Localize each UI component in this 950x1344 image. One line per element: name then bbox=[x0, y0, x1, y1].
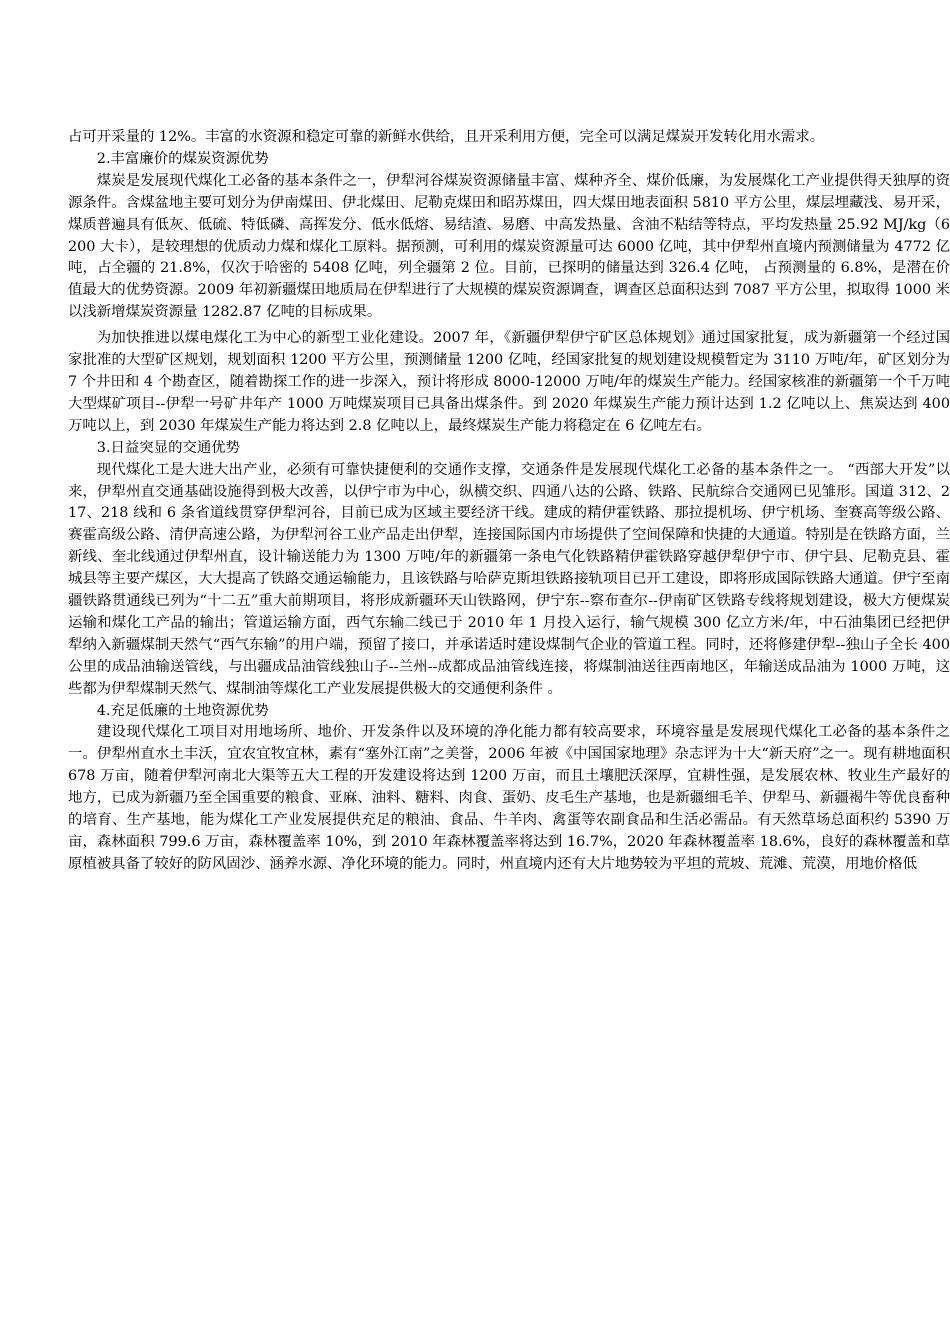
section-heading-transport: 3.日益突显的交通优势 bbox=[96, 439, 241, 456]
section-heading-coal-resources: 2.丰富廉价的煤炭资源优势 bbox=[96, 150, 269, 167]
paragraph-coal-resources: 煤炭是发展现代煤化工必备的基本条件之一，伊犁河谷煤炭资源储量丰富、煤种齐全、煤价低廉，为发展煤化工产业提供得天独厚的资源条件。含煤盆地主要可划分为伊南煤田、伊北煤田、尼勒克煤田和昭苏煤田，四大煤田地表面积 5810 平方公里，煤层埋藏浅、易开采，煤质普遍具有低灰、低硫、特低磷、高挥发分、低水低熔、易结渣、易磨、中高发热量、含油不粘结等特点，平均发热量 25.92 MJ/kg（6200 大卡），是较理想的优质动力煤和煤化工原料。据预测，可利用的煤炭资源量可达 6000 亿吨，其中伊犁州直境内预测储量为 4772 亿吨，占全疆的 21.8%，仅次于哈密的 5408 亿吨，列全疆第 2 位。目前，已探明的储量达到 326.4 亿吨， 占预测量的 6.8%，是潜在价值最大的优势资源。2009 年初新疆煤田地质局在伊犁进行了大规模的煤炭资源调查，调查区总面积达到 7087 平方公里，拟取得 1000 米以浅新增煤炭资源量 1282.87 亿吨的目标成果。 bbox=[68, 172, 950, 321]
paragraph-mining-plan: 为加快推进以煤电煤化工为中心的新型工业化建设。2007 年，《新疆伊犁伊宁矿区总体规划》通过国家批复，成为新疆第一个经过国家批准的大型矿区规划，规划面积 1200 平方公里，预测储量 1200 亿吨，经国家批复的规划建设规模暂定为 3110 万吨/年，矿区划分为 7 个井田和 4 个勘查区，随着勘探工作的进一步深入，预计将形成 8000-12000 万吨/年的煤炭生产能力。经国家核准的新疆第一个千万吨大型煤矿项目--伊犁一号矿井年产 1000 万吨煤炭项目已具备出煤条件。到 2020 年煤炭生产能力预计达到 1.2 亿吨以上、焦炭达到 400 万吨以上，到 2030 年煤炭生产能力将达到 2.8 亿吨以上，最终煤炭生产能力将稳定在 6 亿吨左右。 bbox=[68, 330, 950, 434]
paragraph-transport: 现代煤化工是大进大出产业，必须有可靠快捷便利的交通作支撑，交通条件是发展现代煤化工必备的基本条件之一。 “西部大开发”以来，伊犁州直交通基础设施得到极大改善，以伊宁市为中心，纵横交织、四通八达的公路、铁路、民航综合交通网已见雏形。国道 312、217、218 线和 6 条省道线贯穿伊犁河谷，目前已成为区域主要经济干线。建成的精伊霍铁路、那拉提机场、伊宁机场、奎赛高等级公路、赛霍高级公路、清伊高速公路，为伊犁河谷工业产品走出伊犁，连接国际国内市场提供了空间保障和快捷的大通道。特别是在铁路方面，兰新线、奎北线通过伊犁州直，设计输送能力为 1300 万吨/年的新疆第一条电气化铁路精伊霍铁路穿越伊犁伊宁市、伊宁县、尼勒克县、霍城县等主要产煤区，大大提高了铁路交通运输能力，且该铁路与哈萨克斯坦铁路接轨项目已开工建设，即将形成国际铁路大通道。伊宁至南疆铁路贯通线已列为“十二五”重大前期项目，将形成新疆环天山铁路网，伊宁东--察布查尔--伊南矿区铁路专线将规划建设，极大方便煤炭运输和煤化工产品的输出；管道运输方面，西气东输二线已于 2010 年 1 月投入运行，输气规模 300 亿立方米/年，中石油集团已经把伊犁纳入新疆煤制天然气“西气东输”的用户端，预留了接口，并承诺适时建设煤制气企业的管道工程。同时，还将修建伊犁--独山子全长 400 公里的成品油输送管线，与出疆成品油管线独山子--兰州--成都成品油管线连接，将煤制油送往西南地区，年输送成品油为 1000 万吨，这些都为伊犁煤制天然气、煤制油等煤化工产业发展提供极大的交通便利条件 。 bbox=[68, 461, 950, 697]
paragraph-land-resources: 建设现代煤化工项目对用地场所、地价、开发条件以及环境的净化能力都有较高要求，环境容量是发展现代煤化工必备的基本条件之一。伊犁州直水土丰沃，宜农宜牧宜林，素有“塞外江南”之美誉，2006 年被《中国国家地理》杂志评为十大“新天府”之一。现有耕地面积 678 万亩，随着伊犁河南北大渠等五大工程的开发建设将达到 1200 万亩，而且土壤肥沃深厚，宜耕性强，是发展农林、牧业生产最好的地方，已成为新疆乃至全国重要的粮食、亚麻、油料、糖料、肉食、蛋奶、皮毛生产基地，也是新疆细毛羊、伊犁马、新疆褐牛等优良畜种的培育、生产基地，能为煤化工产业发展提供充足的粮油、食品、牛羊肉、禽蛋等农副食品和生活必需品。有天然草场总面积约 5390 万亩，森林面积 799.6 万亩，森林覆盖率 10%，到 2010 年森林覆盖率将达到 16.7%，2020 年森林覆盖率 18.6%，良好的森林覆盖和草原植被具备了较好的防风固沙、涵养水源、净化环境的能力。同时，州直境内还有大片地势较为平坦的荒坡、荒滩、荒漠，用地价格低 bbox=[68, 724, 950, 872]
paragraph-water-supply: 占可开采量的 12%。丰富的水资源和稳定可靠的新鲜水供给，且开采利用方便，完全可以满足煤炭开发转化用水需求。 bbox=[68, 129, 825, 145]
document-page bbox=[68, 127, 950, 876]
section-heading-land-resources: 4.充足低廉的土地资源优势 bbox=[96, 702, 269, 719]
